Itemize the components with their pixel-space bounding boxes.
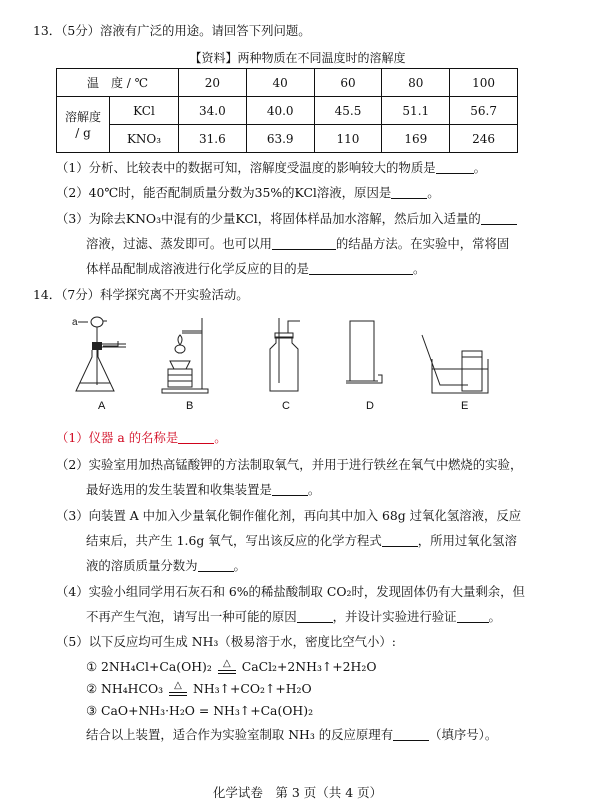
q14-part1-text: （1）仪器 a 的名称是 (56, 430, 179, 445)
reaction-1 (86, 659, 377, 677)
q13-part3-text: 体样品配制成溶液进行化学反应的目的是 (86, 261, 310, 276)
q14-part2-line2 (86, 482, 320, 498)
answer-blank[interactable] (178, 431, 214, 444)
apparatus-label: E (461, 400, 469, 412)
q14-part3-line1: （3）向装置 A 中加入少量氧化铜作催化剂，再向其中加入 68g 过氧化氢溶液，反应 (56, 508, 522, 523)
answer-blank[interactable] (297, 610, 333, 623)
reaction-2-right: NH₃↑+CO₂↑+H₂O (192, 681, 312, 696)
q14-part3-line3 (86, 558, 246, 574)
q14-part2-line1: （2）实验室用加热高锰酸钾的方法制取氧气，并用于进行铁丝在氧气中燃烧的实验， (56, 457, 523, 472)
temp-cell: 100 (450, 69, 518, 97)
q14-part3-text: ，所用过氧化氢溶 (417, 533, 517, 548)
answer-blank[interactable] (272, 237, 336, 250)
apparatus-d-icon (346, 321, 382, 383)
apparatus-label: A (98, 400, 106, 412)
apparatus-a-icon (72, 317, 126, 391)
q13-heading: 13．（5分）溶液有广泛的用途。请回答下列问题。 (33, 23, 311, 38)
apparatus-label: B (186, 400, 194, 412)
q13-part3-line1 (56, 211, 517, 227)
answer-blank[interactable] (436, 161, 474, 174)
answer-blank[interactable] (309, 262, 413, 275)
q14-part5: （5）以下反应均可生成 NH₃（极易溶于水，密度比空气小）: (56, 634, 396, 649)
solubility-rowgroup (57, 97, 110, 153)
table-cell: 246 (450, 125, 518, 153)
q14-part4-text: ，并设计实验进行验证 (332, 609, 457, 624)
table-cell: 51.1 (382, 97, 450, 125)
period: 。 (427, 185, 440, 200)
q13-part3-text: 溶液，过滤、蒸发即可。也可以用 (86, 236, 272, 251)
table-cell: 40.0 (246, 97, 314, 125)
q14-part6 (86, 727, 497, 743)
period: 。 (473, 160, 486, 175)
table-row (57, 69, 518, 97)
q14-part3-text: 结束后，共产生 1.6g 氧气，写出该反应的化学方程式 (86, 533, 382, 548)
rowgroup-label: 溶解度 / g (64, 109, 101, 140)
q13-part3-text: （3）为除去KNO₃中混有的少量KCl，将固体样品加水溶解，然后加入适量的 (56, 211, 481, 226)
table-cell: 110 (314, 125, 382, 153)
mark-a-label: a (72, 317, 78, 328)
apparatus-figure (70, 313, 500, 403)
q14-part4-text: 不再产生气泡，请写出一种可能的原因 (86, 609, 297, 624)
q14-heading: 14．（7分）科学探究离不开实验活动。 (33, 287, 249, 302)
period: 。 (233, 558, 246, 573)
apparatus-label: D (366, 400, 374, 412)
table-row (57, 125, 518, 153)
reaction-3: ③ CaO+NH₃·H₂O = NH₃↑+Ca(OH)₂ (86, 703, 314, 718)
period: 。 (488, 609, 501, 624)
q13-part2-text: （2）40℃时，能否配制质量分数为35%的KCl溶液，原因是 (56, 185, 392, 200)
table-cell: 169 (382, 125, 450, 153)
period: 。 (214, 430, 227, 445)
q14-part4-line2 (86, 609, 501, 625)
table-row (57, 97, 518, 125)
answer-blank[interactable] (272, 483, 308, 496)
table-cell: 34.0 (179, 97, 247, 125)
temp-cell: 40 (246, 69, 314, 97)
q14-part6-text: （填序号）。 (429, 727, 498, 742)
q13-part3-line3 (86, 261, 425, 277)
q13-part1 (56, 160, 486, 176)
q13-part3-line2 (86, 236, 509, 252)
apparatus-b-icon (162, 318, 208, 393)
temp-cell: 80 (382, 69, 450, 97)
q14-part6-text: 结合以上装置，适合作为实验室制取 NH₃ 的反应原理有 (86, 727, 394, 742)
q14-part1 (56, 430, 227, 446)
substance-name: KNO₃ (110, 125, 179, 153)
q14-part2-text: 最好选用的发生装置和收集装置是 (86, 482, 272, 497)
heat-equals-sign (216, 659, 238, 677)
substance-name: KCl (110, 97, 179, 125)
q13-part2 (56, 185, 440, 201)
temp-cell: 20 (179, 69, 247, 97)
answer-blank[interactable] (198, 559, 234, 572)
heat-icon: △ (174, 680, 182, 691)
table-caption: 【资料】两种物质在不同温度时的溶解度 (189, 51, 406, 65)
reaction-2 (86, 681, 312, 699)
apparatus-c-icon (270, 318, 300, 391)
period: 。 (307, 482, 321, 497)
answer-blank[interactable] (391, 186, 427, 199)
answer-blank[interactable] (481, 212, 517, 225)
q14-part4-line1: （4）实验小组同学用石灰石和 6%的稀盐酸制取 CO₂时，发现固体仍有大量剩余，但 (56, 584, 525, 599)
table-cell: 56.7 (450, 97, 518, 125)
q14-part3-text: 液的溶质质量分数为 (86, 558, 198, 573)
q13-part1-text: （1）分析、比较表中的数据可知，溶解度受温度的影响较大的物质是 (56, 160, 436, 175)
reaction-1-right: CaCl₂+2NH₃↑+2H₂O (241, 659, 377, 674)
table-cell: 45.5 (314, 97, 382, 125)
reaction-2-left: ② NH₄HCO₃ (86, 681, 164, 696)
solubility-table (56, 68, 518, 153)
period: 。 (413, 261, 426, 276)
table-cell: 63.9 (246, 125, 314, 153)
temp-cell: 60 (314, 69, 382, 97)
page-footer: 化学试卷 第 3 页（共 4 页） (212, 785, 383, 800)
answer-blank[interactable] (457, 610, 489, 623)
q13-part3-text: 的结晶方法。在实验中，常将固 (335, 236, 510, 251)
q14-part3-line2 (86, 533, 517, 549)
answer-blank[interactable] (382, 534, 418, 547)
answer-blank[interactable] (393, 728, 429, 741)
heat-icon: △ (222, 658, 231, 669)
table-cell: 31.6 (179, 125, 247, 153)
reaction-1-left: ① 2NH₄Cl+Ca(OH)₂ (86, 659, 212, 674)
apparatus-label: C (282, 400, 290, 412)
heat-equals-sign (167, 681, 189, 699)
temp-header: 温 度 / ℃ (57, 69, 179, 97)
apparatus-e-icon (422, 335, 488, 393)
